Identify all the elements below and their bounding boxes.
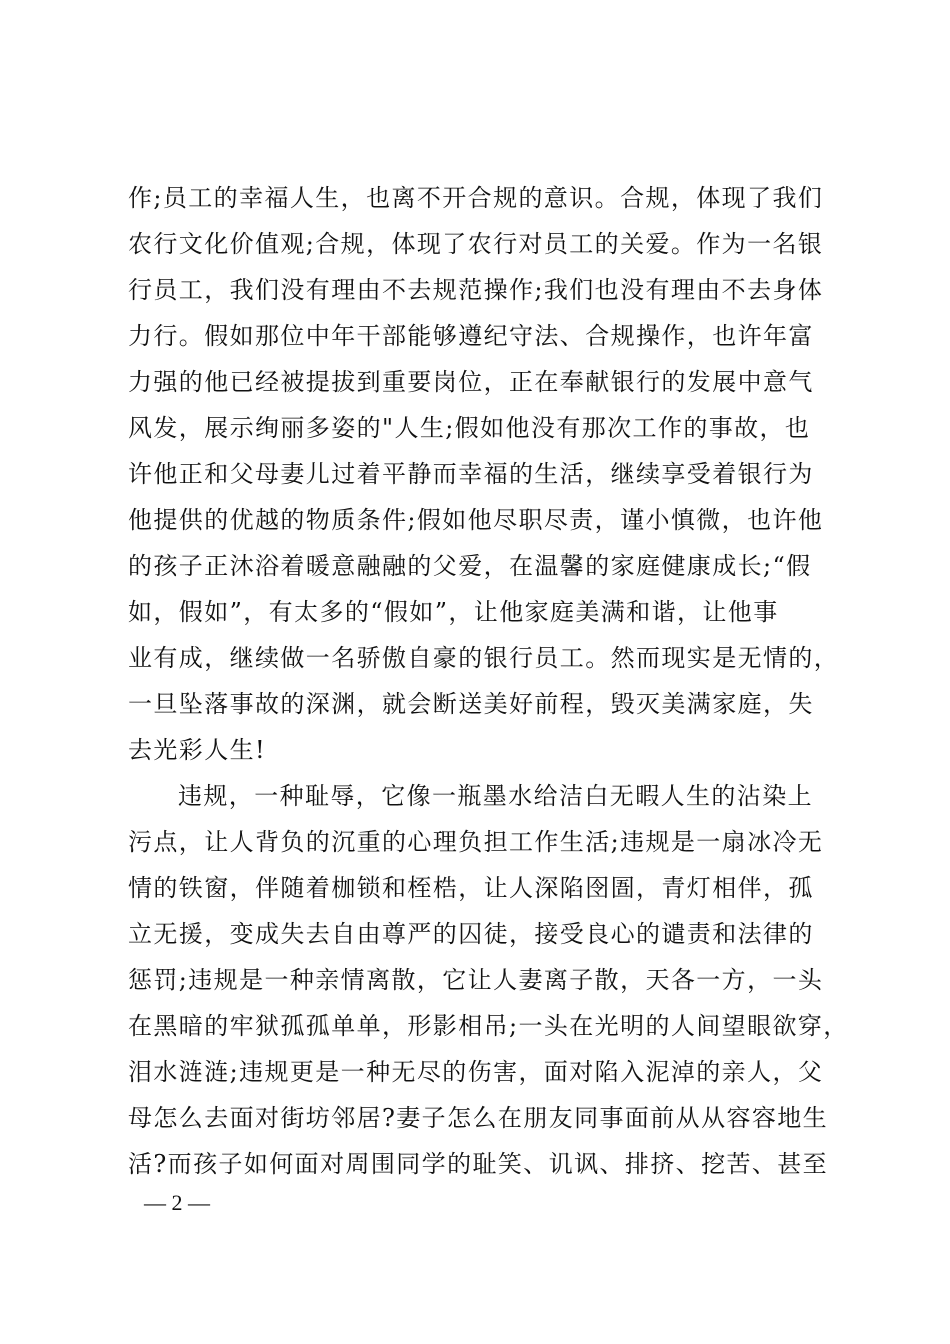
text-line: 他提供的优越的物质条件;假如他尽职尽责，谨小慎微，也许他 xyxy=(128,506,824,534)
text-line: 立无援，变成失去自由尊严的囚徒，接受良心的谴责和法律的 xyxy=(128,920,814,948)
text-line: 泪水涟涟;违规更是一种无尽的伤害，面对陷入泥淖的亲人，父 xyxy=(128,1058,824,1086)
text-line: 业有成，继续做一名骄傲自豪的银行员工。然而现实是无情的， xyxy=(128,644,840,672)
text-line: 污点，让人背负的沉重的心理负担工作生活;违规是一扇冰冷无 xyxy=(128,828,824,856)
text-line: 许他正和父母妻儿过着平静而幸福的生活，继续享受着银行为 xyxy=(128,460,814,488)
text-line: 活?而孩子如何面对周围同学的耻笑、讥讽、排挤、挖苦、甚至 xyxy=(128,1150,829,1178)
text-line: 惩罚;违规是一种亲情离散，它让人妻离子散，天各一方，一头 xyxy=(128,966,824,994)
text-line: 农行文化价值观;合规，体现了农行对员工的关爱。作为一名银 xyxy=(128,230,824,258)
text-line: 一旦坠落事故的深渊，就会断送美好前程，毁灭美满家庭，失 xyxy=(128,690,814,718)
text-line: 去光彩人生! xyxy=(128,736,267,764)
text-line: 力强的他已经被提拔到重要岗位，正在奉献银行的发展中意气 xyxy=(128,368,814,396)
text-line: 如，假如”，有太多的“假如”，让他家庭美满和谐，让他事 xyxy=(128,598,779,626)
text-line: 风发，展示绚丽多姿的"人生;假如他没有那次工作的事故，也 xyxy=(128,414,811,442)
page-number: — 2 — xyxy=(144,1190,210,1215)
text-line: 行员工，我们没有理由不去规范操作;我们也没有理由不去身体 xyxy=(128,276,824,304)
text-line: 在黑暗的牢狱孤孤单单，形影相吊;一头在光明的人间望眼欲穿， xyxy=(128,1012,849,1040)
text-line: 力行。假如那位中年干部能够遵纪守法、合规操作，也许年富 xyxy=(128,322,814,350)
text-line: 情的铁窗，伴随着枷锁和桎梏，让人深陷囹圄，青灯相伴，孤 xyxy=(128,874,814,902)
text-line: 母怎么去面对街坊邻居?妻子怎么在朋友同事面前从从容容地生 xyxy=(128,1104,829,1132)
text-line: 作;员工的幸福人生，也离不开合规的意识。合规，体现了我们 xyxy=(128,184,824,212)
text-line: 的孩子正沐浴着暖意融融的父爱，在温馨的家庭健康成长;“假 xyxy=(128,552,812,580)
paragraph-first-line: 违规，一种耻辱，它像一瓶墨水给洁白无暇人生的沾染上 xyxy=(178,782,813,810)
